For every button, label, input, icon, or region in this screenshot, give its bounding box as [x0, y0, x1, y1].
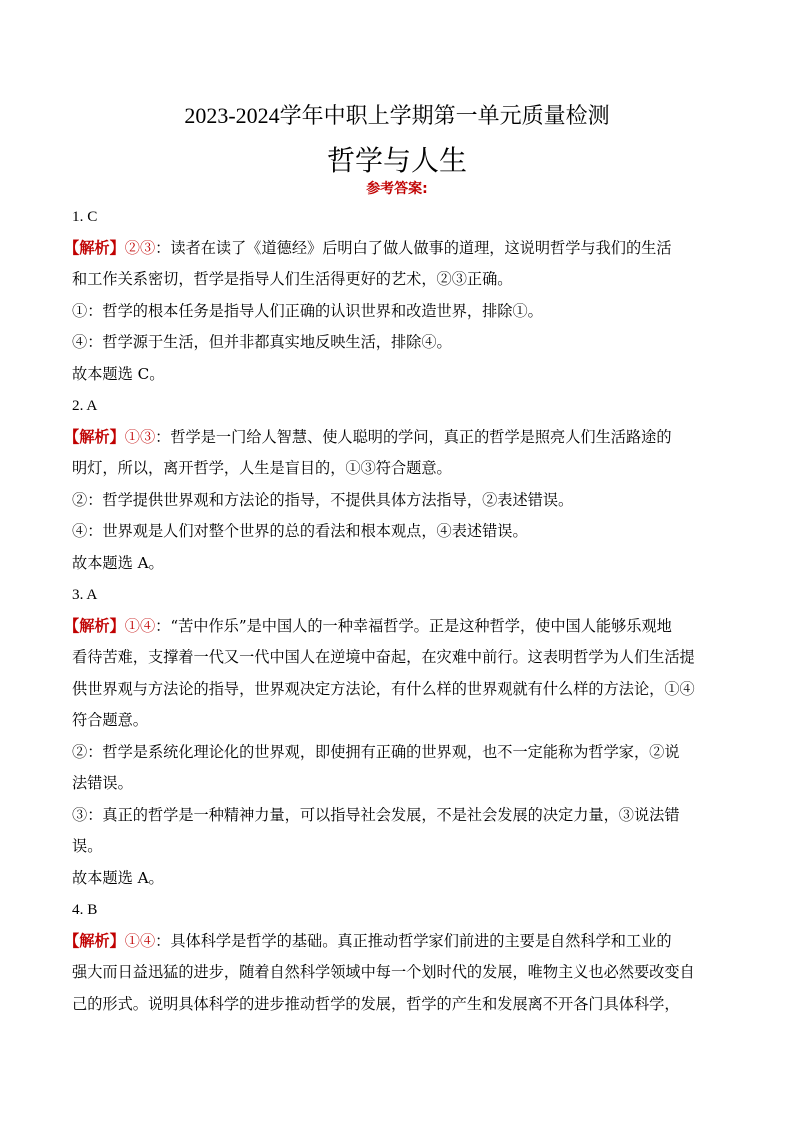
answer-line: ④：世界观是人们对整个世界的总的看法和根本观点，④表述错误。 [72, 522, 528, 540]
answer-line: 法错误。 [72, 774, 133, 792]
answer-line: ③：真正的哲学是一种精神力量，可以指导社会发展，不是社会发展的决定力量，③说法错 [72, 805, 680, 824]
answer-line: ②：哲学是系统化理论化的世界观，即使拥有正确的世界观，也不一定能称为哲学家，②说 [72, 742, 680, 761]
selected-options: ①③ [124, 427, 156, 446]
answer-line: 供世界观与方法论的指导，世界观决定方法论，有什么样的世界观就有什么样的方法论，①④ [72, 679, 695, 698]
answer-line: 己的形式。说明具体科学的进步推动哲学的发展，哲学的产生和发展离不开各门具体科学， [72, 994, 680, 1013]
question-number: 2. A [72, 397, 98, 414]
answer-line: 看待苦难，支撑着一代又一代中国人在逆境中奋起，在灾难中前行。这表明哲学为人们生活提 [72, 648, 695, 666]
document-title: 2023-2024学年中职上学期第一单元质量检测 [184, 103, 610, 128]
document-subtitle: 哲学与人生 [326, 144, 467, 177]
analysis-tag: 【解析】 [64, 238, 125, 257]
analysis-line [64, 926, 722, 958]
selected-options: ①④ [124, 616, 156, 635]
question-number: 3. A [72, 586, 98, 603]
analysis-text: ：读者在读了《道德经》后明白了做人做事的道理，这说明哲学与我们的生活 [155, 238, 672, 257]
answer-line: 故本题选 A。 [72, 553, 164, 572]
answer-line: ②：哲学提供世界观和方法论的指导，不提供具体方法指导，②表述错误。 [72, 490, 574, 509]
analysis-line [64, 233, 722, 265]
answer-line: 符合题意。 [72, 711, 148, 729]
analysis-text: ：“苦中作乐”是中国人的一种幸福哲学。正是这种哲学，使中国人能够乐观地 [155, 616, 672, 635]
selected-options: ②③ [124, 238, 156, 257]
answer-label: 参考答案: [366, 181, 428, 197]
answer-line: 明灯，所以，离开哲学，人生是盲目的，①③符合题意。 [72, 459, 452, 477]
analysis-tag: 【解析】 [64, 427, 125, 446]
answer-content [64, 201, 722, 1020]
analysis-line [64, 611, 722, 643]
selected-options: ①④ [124, 931, 156, 950]
analysis-text: ：具体科学是哲学的基础。真正推动哲学家们前进的主要是自然科学和工业的 [155, 931, 672, 950]
answer-line: 故本题选 C。 [72, 364, 165, 383]
answer-line: ④：哲学源于生活，但并非都真实地反映生活，排除④。 [72, 333, 452, 351]
analysis-line [64, 422, 722, 454]
answer-line: 强大而日益迅猛的进步，随着自然科学领域中每一个划时代的发展，唯物主义也必然要改变自 [72, 963, 695, 981]
answer-line: 和工作关系密切，哲学是指导人们生活得更好的艺术，②③正确。 [72, 270, 513, 288]
analysis-tag: 【解析】 [64, 616, 125, 635]
analysis-tag: 【解析】 [64, 931, 125, 950]
question-number: 1. C [72, 208, 98, 225]
answer-line: 故本题选 A。 [72, 868, 164, 887]
analysis-text: ：哲学是一门给人智慧、使人聪明的学问，真正的哲学是照亮人们生活路途的 [155, 427, 672, 446]
question-number: 4. B [72, 901, 98, 918]
answer-line: ①：哲学的根本任务是指导人们正确的认识世界和改造世界，排除①。 [72, 301, 543, 320]
answer-line: 误。 [72, 837, 103, 855]
